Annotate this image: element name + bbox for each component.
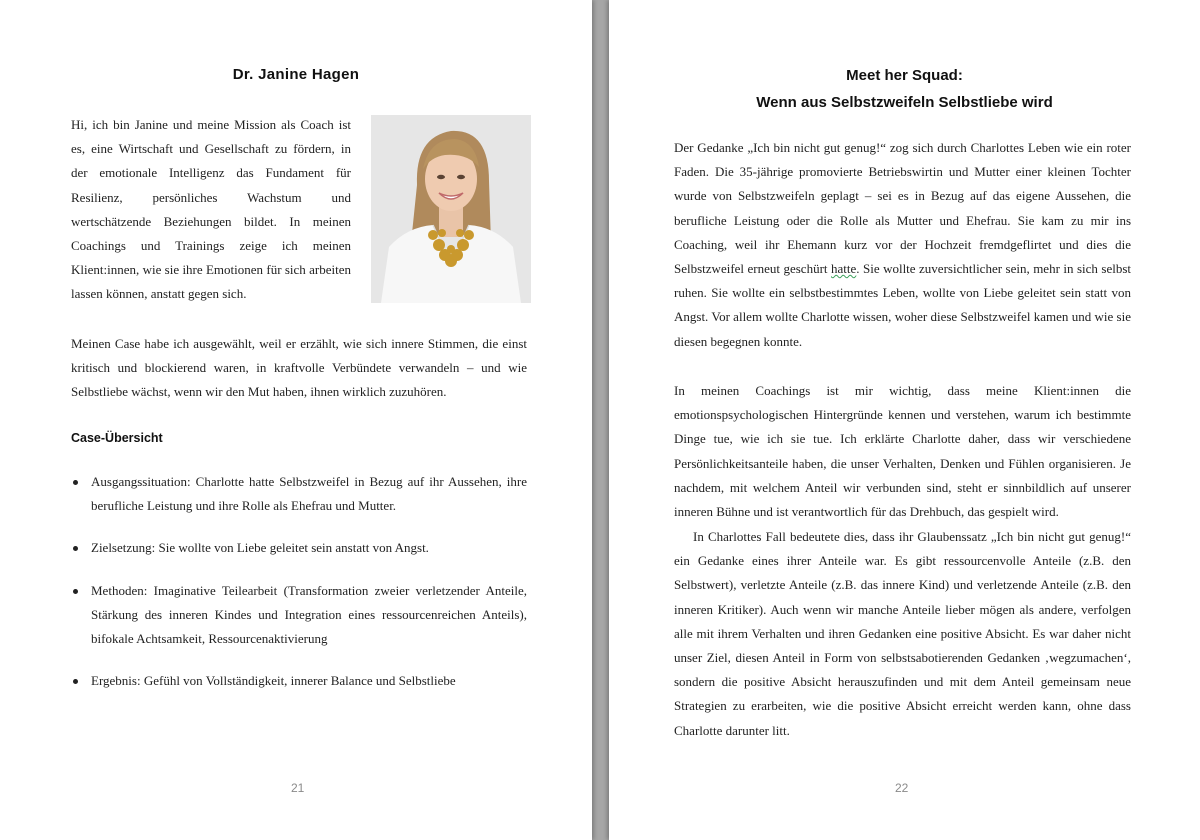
- list-item: [71, 470, 527, 518]
- left-page-title: Dr. Janine Hagen: [232, 66, 360, 83]
- paragraph-text: . Sie wollte zuversichtlicher sein, mehr in sich selbst ruhen. Sie wollte ein selbstbestimmtes Leben, wollte von Liebe geleitet sein statt von Angst. Vor allem wollte Charlotte wissen, woher diese Selbstzweifel kamen und wie sie diesen begegnen konnte.: [674, 261, 1131, 349]
- bullet-icon: [73, 480, 78, 485]
- right-paragraph-2: In meinen Coachings ist mir wichtig, dass meine Klient:innen die emotionspsychologischen Hintergründe kennen und verstehen, warum ich bestimmte Dinge tue, wie ich sie tue. Ich erklärte Charlotte daher, dass wir verschiedene Persönlichkeitsanteile haben, die unser Verhalten, Denken und Fühlen organisieren. Je nachdem, mit welchem Anteil wir verbunden sind, steht er sinnbildlich auf unserer inneren Bühne und ist verantwortlich für das Drehbuch, das gespielt wird.: [674, 383, 1131, 520]
- spellcheck-marked-word: hatte: [830, 261, 857, 277]
- list-item: [71, 579, 527, 652]
- page-number-right: 22: [895, 781, 909, 795]
- list-item: [71, 669, 527, 693]
- bullet-text: Methoden: Imaginative Teilearbeit (Transformation zweier verletzender Anteile, Stärkung des inneren Kindes und Integration eines ressourcenreichen Anteils), bifokale Achtsamkeit, Ressourcenaktivierung: [91, 582, 527, 647]
- bullet-text: Zielsetzung: Sie wollte von Liebe geleitet sein anstatt von Angst.: [91, 540, 429, 556]
- right-paragraph-3: In Charlottes Fall bedeutete dies, dass ihr Glaubenssatz „Ich bin nicht gut genug!“ ein Gedanke eines ihrer Anteile war. Es gibt ressourcenvolle Anteile (z.B. den Selbstwert), verletzte Anteile (z.B. das innere Kind) und verletzende Anteile (z.B. den inneren Kritiker). Auch wenn wir manche Anteile lieber mögen als andere, verfolgen alle mit ihrem Verhalten und ihren Gedanken eine positive Absicht. Es war daher nicht unser Ziel, diesen Anteil in Form von selbstsabotierenden Gedanken ‚wegzumachen‘, sondern die positive Absicht herauszufinden und mit dem Anteil gemeinsam neue Strategien zu erarbeiten, wie die positive Absicht erreicht werden kann, ohne dass Charlotte darunter litt.: [674, 529, 1131, 738]
- right-paragraph-1: [674, 136, 1131, 354]
- bullet-icon: [73, 679, 78, 684]
- list-item: [71, 536, 527, 560]
- paragraph-text: Der Gedanke „Ich bin nicht gut genug!“ zog sich durch Charlottes Leben wie ein roter Faden. Die 35-jährige promovierte Betriebswirtin und Mutter einer kleinen Tochter wurde von Selbstzweifeln geplagt – sei es in Bezug auf das eigene Aussehen, die berufliche Leistung oder die Rolle als Mutter und Ehefrau. Sie kam zu mir ins Coaching, weil ihr Ehemann kurz vor der Hochzeit fremdgeflirtet und dies die Selbstzweifel erneut geschürt: [674, 140, 1131, 277]
- intro-paragraph: Hi, ich bin Janine und meine Mission als Coach ist es, eine Wirtschaft und Gesellschaft zu fördern, in der emotionale Intelligenz das Fundament für Resilienz, persönliches Wachstum und wertschätzende Beziehungen bildet. In meinen Coachings und Trainings zeige ich meinen Klient:innen, wie sie ihre Emotionen für sich arbeiten lassen können, anstatt gegen sich.: [71, 117, 351, 302]
- bullet-icon: [73, 546, 78, 551]
- case-overview-list: [71, 470, 527, 693]
- right-page-title: Meet her Squad:: [846, 67, 963, 84]
- bullet-icon: [73, 589, 78, 594]
- case-intro-paragraph: Meinen Case habe ich ausgewählt, weil er erzählt, wie sich innere Stimmen, die einst kritisch und blockierend waren, in kraftvolle Verbündete verwandeln – und wie Selbstliebe wächst, wenn wir den Mut haben, ihnen wirklich zuzuhören.: [71, 336, 527, 400]
- bullet-text: Ausgangssituation: Charlotte hatte Selbstzweifel in Bezug auf ihr Aussehen, ihre berufliche Leistung und ihre Rolle als Ehefrau und Mutter.: [91, 474, 527, 514]
- right-page-subtitle: Wenn aus Selbstzweifeln Selbstliebe wird: [756, 94, 1053, 111]
- portrait-photo: [371, 115, 531, 303]
- case-overview-heading: Case-Übersicht: [71, 431, 163, 445]
- bullet-text: Ergebnis: Gefühl von Vollständigkeit, innerer Balance und Selbstliebe: [91, 673, 456, 689]
- page-number-left: 21: [291, 781, 305, 795]
